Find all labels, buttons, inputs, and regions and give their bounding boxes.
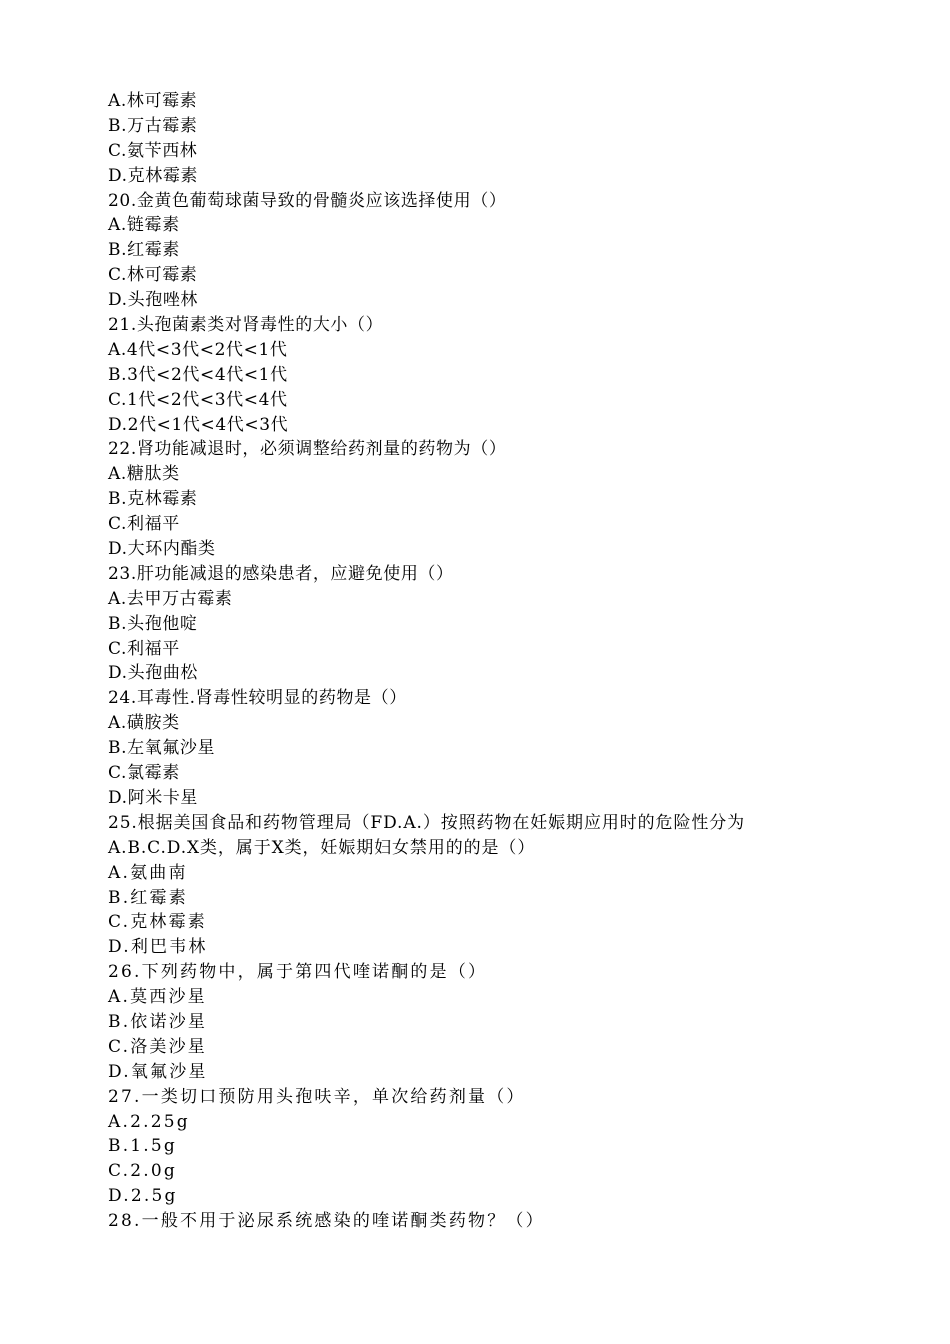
option-text: B.克林霉素 xyxy=(108,489,198,510)
option-text: D.阿米卡星 xyxy=(108,787,199,808)
option-text: C.利福平 xyxy=(108,638,180,659)
option-text: A.去甲万古霉素 xyxy=(108,588,233,609)
option-text: C.2.0g xyxy=(108,1161,177,1182)
option-text: A.糖肽类 xyxy=(108,464,180,485)
option-text: C.氯霉素 xyxy=(108,763,180,784)
question-text: 28.一般不用于泌尿系统感染的喹诺酮类药物？（） xyxy=(108,1211,545,1232)
option-text: A.莫西沙星 xyxy=(108,987,207,1008)
question-text: 25.根据美国食品和药物管理局（FD.A.）按照药物在妊娠期应用时的危险性分为 xyxy=(108,812,746,833)
option-text: D.大环内酯类 xyxy=(108,539,216,560)
option-text: B.红霉素 xyxy=(108,240,180,261)
option-text: B.红霉素 xyxy=(108,887,188,908)
option-text: A.链霉素 xyxy=(108,215,180,236)
option-text: A.磺胺类 xyxy=(108,713,180,734)
option-text: D.2.5g xyxy=(108,1186,178,1207)
option-text: D.头孢唑林 xyxy=(108,290,199,311)
question-text: 24.耳毒性.肾毒性较明显的药物是（） xyxy=(108,688,407,709)
option-text: B.万古霉素 xyxy=(108,115,198,136)
option-text: D.利巴韦林 xyxy=(108,937,208,958)
option-text: D.头孢曲松 xyxy=(108,663,199,684)
option-text: B.1.5g xyxy=(108,1136,178,1157)
option-text: B.左氧氟沙星 xyxy=(108,738,216,759)
option-text: C.林可霉素 xyxy=(108,265,198,286)
option-text: A.林可霉素 xyxy=(108,91,198,111)
option-text: D.氧氟沙星 xyxy=(108,1061,208,1082)
option-text: C.氨苄西林 xyxy=(108,140,198,161)
question-text: 27.一类切口预防用头孢呋辛，单次给药剂量（） xyxy=(108,1086,526,1107)
question-text-continued: A.B.C.D.X类，属于X类，妊娠期妇女禁用的的是（） xyxy=(108,837,536,858)
option-text: D.2代<1代<4代<3代 xyxy=(108,414,289,435)
question-text: 20.金黄色葡萄球菌导致的骨髓炎应该选择使用（） xyxy=(108,190,507,211)
option-text: B.头孢他啶 xyxy=(108,613,198,634)
question-text: 26.下列药物中，属于第四代喹诺酮的是（） xyxy=(108,962,488,983)
option-text: C.1代<2代<3代<4代 xyxy=(108,389,288,410)
option-text: C.克林霉素 xyxy=(108,912,208,933)
option-text: B.3代<2代<4代<1代 xyxy=(108,364,288,385)
option-text: D.克林霉素 xyxy=(108,165,199,186)
question-text: 23.肝功能减退的感染患者，应避免使用（） xyxy=(108,563,454,584)
document-page xyxy=(108,89,908,1234)
option-text: B.依诺沙星 xyxy=(108,1011,208,1032)
option-text: C.洛美沙星 xyxy=(108,1036,208,1057)
option-text: A.氨曲南 xyxy=(108,862,188,883)
option-text: A.4代<3代<2代<1代 xyxy=(108,339,288,360)
question-text: 21.头孢菌素类对肾毒性的大小（） xyxy=(108,315,384,336)
question-text: 22.肾功能减退时，必须调整给药剂量的药物为（） xyxy=(108,439,507,460)
option-text: A.2.25g xyxy=(108,1111,190,1132)
option-text: C.利福平 xyxy=(108,514,180,535)
